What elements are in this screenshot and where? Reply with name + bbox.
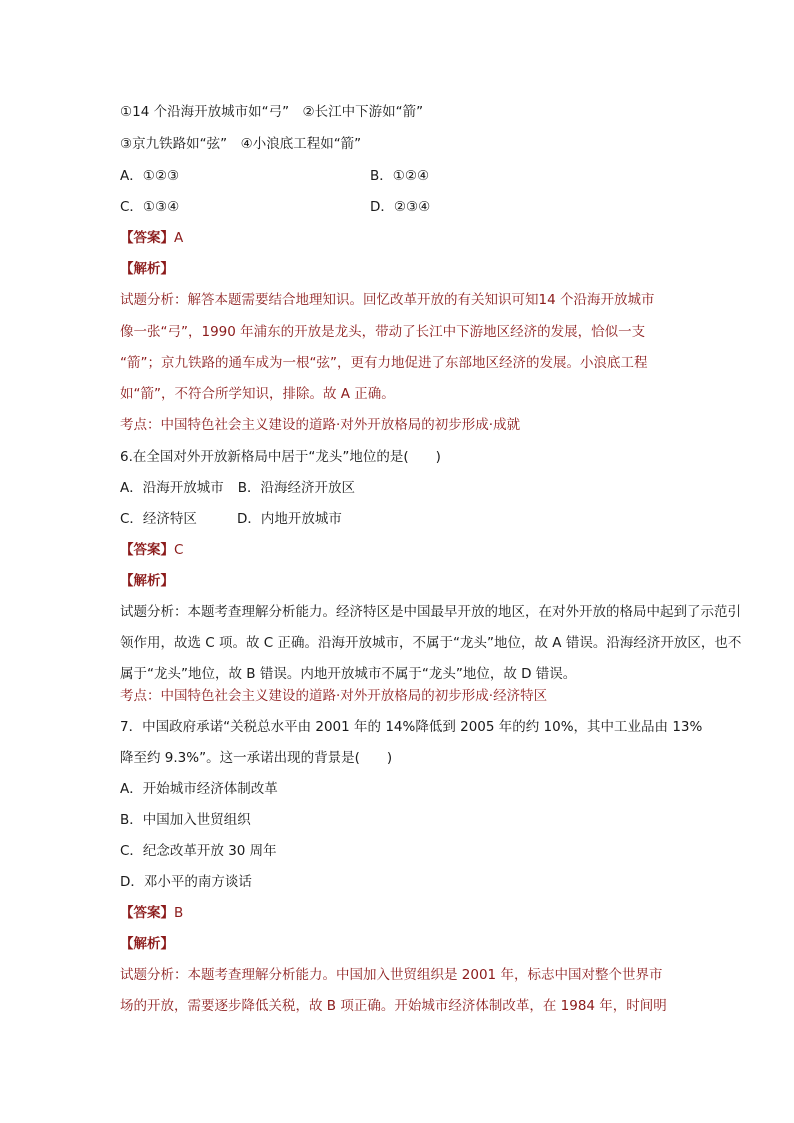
q6-stem: 6.在全国对外开放新格局中居于“龙头”地位的是( )	[120, 449, 441, 465]
q5-analysis-line-2: 像一张“弓”，1990 年浦东的开放是龙头，带动了长江中下游地区经济的发展，恰似一支	[120, 324, 646, 340]
q6-choice-a: A．沿海开放城市	[120, 480, 224, 496]
q6-choices-row-1	[120, 478, 355, 498]
answer-label: 【答案】	[120, 905, 174, 921]
q7-choice-c: C．纪念改革开放 30 周年	[120, 843, 277, 859]
q5-option-line-2: ③京九铁路如“弦” ④小浪底工程如“箭”	[120, 136, 362, 152]
q5-kaodian: 考点：中国特色社会主义建设的道路·对外开放格局的初步形成·成就	[120, 417, 521, 433]
q6-choices-row-2	[120, 509, 342, 529]
answer-label: 【答案】	[120, 542, 174, 558]
q5-option-line-1: ①14 个沿海开放城市如“弓” ②长江中下游如“箭”	[120, 104, 424, 120]
q6-analysis-line-1: 试题分析：本题考查理解分析能力。经济特区是中国最早开放的地区，在对外开放的格局中起到了示范引	[120, 604, 741, 620]
q5-choice-d: D．②③④	[370, 199, 431, 215]
q5-analysis-line-3: “箭”；京九铁路的通车成为一根“弦”，更有力地促进了东部地区经济的发展。小浪底工程	[120, 355, 648, 371]
q5-choice-c: C．①③④	[120, 199, 180, 215]
answer-value: A	[174, 230, 184, 246]
q6-choice-c: C．经济特区	[120, 511, 197, 527]
q5-choice-a: A．①②③	[120, 168, 180, 184]
q7-choice-a: A．开始城市经济体制改革	[120, 781, 278, 797]
q6-analysis-label: 【解析】	[120, 573, 174, 589]
q7-analysis-line-1: 试题分析：本题考查理解分析能力。中国加入世贸组织是 2001 年，标志中国对整个世界市	[120, 967, 663, 983]
q7-choice-d: D．邓小平的南方谈话	[120, 874, 252, 890]
q7-answer	[120, 903, 183, 923]
q7-stem-line-2: 降至约 9.3%”。这一承诺出现的背景是( )	[120, 750, 393, 766]
q7-analysis-label: 【解析】	[120, 936, 174, 952]
q7-stem-line-1: 7．中国政府承诺“关税总水平由 2001 年的 14%降低到 2005 年的约 10%，其中工业品由 13%	[120, 719, 703, 735]
q5-answer	[120, 228, 183, 248]
answer-value: C	[174, 542, 184, 558]
q6-analysis-line-3: 属于“龙头”地位，故 B 错误。内地开放城市不属于“龙头”地位，故 D 错误。	[120, 666, 577, 682]
q6-analysis-line-2: 领作用，故选 C 项。故 C 正确。沿海开放城市，不属于“龙头”地位，故 A 错误。沿海经济开放区，也不	[120, 635, 742, 651]
q6-kaodian: 考点：中国特色社会主义建设的道路·对外开放格局的初步形成·经济特区	[120, 688, 548, 704]
q6-answer	[120, 540, 183, 560]
q5-analysis-line-1: 试题分析：解答本题需要结合地理知识。回忆改革开放的有关知识可知14 个沿海开放城市	[120, 292, 655, 308]
answer-label: 【答案】	[120, 230, 174, 246]
q5-analysis-label: 【解析】	[120, 261, 174, 277]
answer-value: B	[174, 905, 184, 921]
q6-choice-d: D．内地开放城市	[236, 511, 342, 527]
q7-analysis-line-2: 场的开放，需要逐步降低关税，故 B 项正确。开始城市经济体制改革，在 1984 年，时间明	[120, 998, 667, 1014]
q5-analysis-line-4: 如“箭”，不符合所学知识，排除。故 A 正确。	[120, 386, 395, 402]
q7-choice-b: B．中国加入世贸组织	[120, 812, 251, 828]
q6-choice-b: B．沿海经济开放区	[237, 480, 356, 496]
q5-choice-b: B．①②④	[370, 168, 430, 184]
